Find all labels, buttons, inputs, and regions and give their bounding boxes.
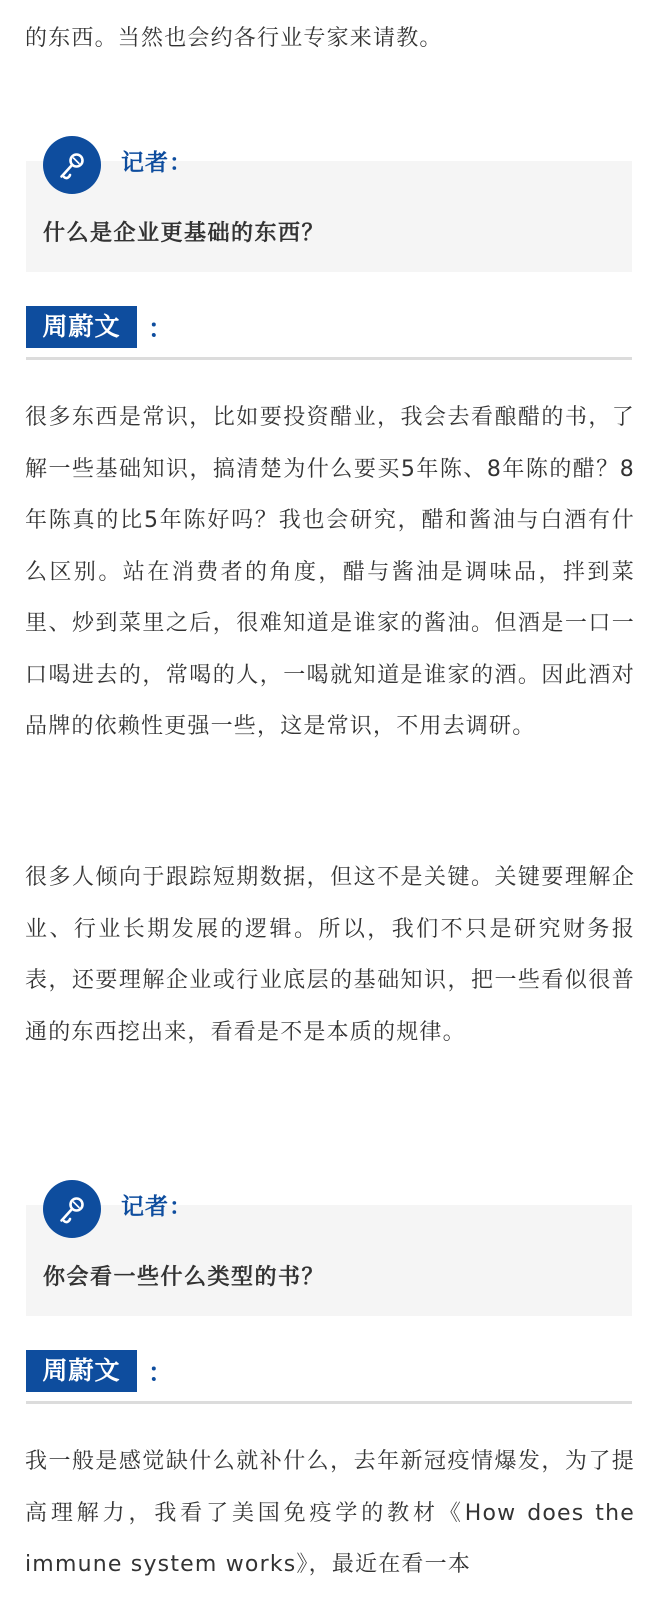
speaker-name-tag: 周蔚文 — [26, 306, 137, 348]
question-box — [26, 1205, 632, 1316]
answer-paragraph: 我一般是感觉缺什么就补什么，去年新冠疫情爆发，为了提高理解力，我看了美国免疫学的教材《How does the immune system works》，最近在看一本 — [25, 1449, 635, 1577]
reporter-label: 记者： — [121, 1194, 193, 1220]
question-text: 你会看一些什么类型的书？ — [43, 1265, 326, 1290]
speaker-divider — [26, 1401, 632, 1404]
microphone-icon — [55, 1192, 89, 1226]
speaker-divider — [26, 357, 632, 360]
reporter-badge — [43, 1180, 101, 1238]
lead-paragraph: 的东西。当然也会约各行业专家来请教。 — [25, 26, 443, 51]
speaker-name-tag: 周蔚文 — [26, 1350, 137, 1392]
microphone-icon — [55, 148, 89, 182]
question-box — [26, 161, 632, 272]
speaker-colon: ： — [148, 314, 174, 343]
speaker-colon: ： — [148, 1358, 174, 1387]
question-text: 什么是企业更基础的东西？ — [43, 221, 326, 246]
reporter-badge — [43, 136, 101, 194]
answer-paragraph: 很多人倾向于跟踪短期数据，但这不是关键。关键要理解企业、行业长期发展的逻辑。所以，我们不只是研究财务报表，还要理解企业或行业底层的基础知识，把一些看似很普通的东西挖出来，看看是不是本质的规律。 — [25, 865, 635, 1045]
answer-paragraph: 很多东西是常识，比如要投资醋业，我会去看酿醋的书，了解一些基础知识，搞清楚为什么要买5年陈、8年陈的醋？8年陈真的比5年陈好吗？我也会研究，醋和酱油与白酒有什么区别。站在消费者的角度，醋与酱油是调味品，拌到菜里、炒到菜里之后，很难知道是谁家的酱油。但酒是一口一口喝进去的，常喝的人，一喝就知道是谁家的酒。因此酒对品牌的依赖性更强一些，这是常识，不用去调研。 — [25, 405, 635, 739]
reporter-label: 记者： — [121, 150, 193, 176]
